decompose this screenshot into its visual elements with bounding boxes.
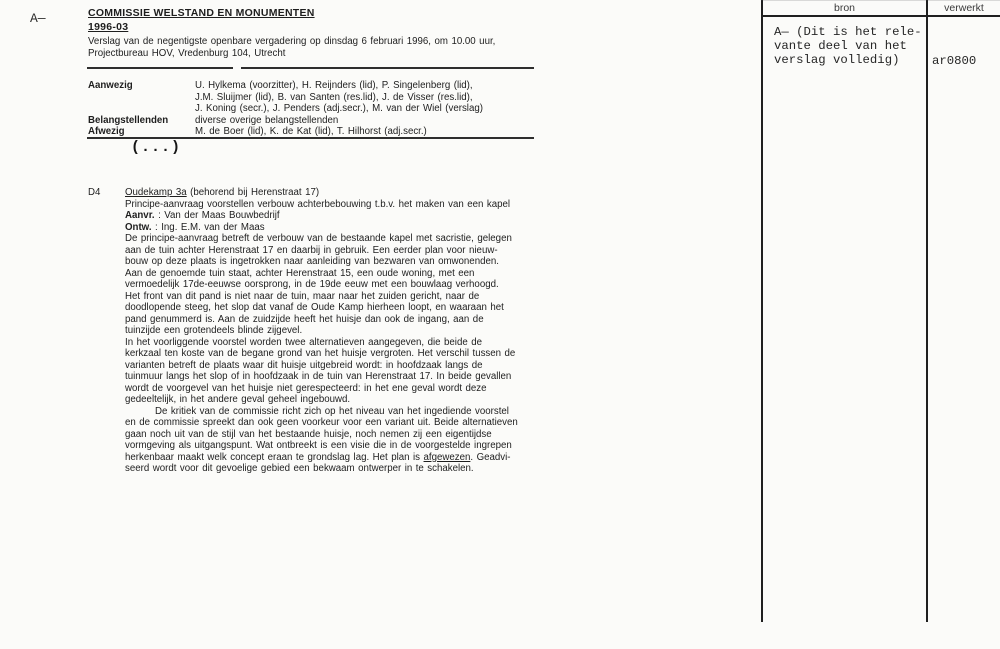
agenda-text-line: varianten betreft de plaats waar dit huisje uitgebreid wordt: in hoofdzaak langs de bbox=[125, 359, 483, 371]
agenda-item-text bbox=[125, 187, 518, 475]
agenda-item-number: D4 bbox=[88, 187, 101, 198]
attendance-row-label: Aanwezig bbox=[88, 80, 133, 91]
agenda-item-d4 bbox=[88, 187, 518, 475]
attendance-row-values bbox=[195, 115, 483, 127]
agenda-text-line: vermoedelijk 17de-eeuwse oorsprong, in de 19de eeuw met een bouwlaag verhoogd. bbox=[125, 279, 499, 290]
bron-note-line: verslag volledig) bbox=[774, 53, 900, 67]
agenda-text-line: Aan de genoemde tuin staat, achter Herenstraat 15, een oude woning, met een bbox=[125, 267, 475, 279]
sidebar-header-divider bbox=[761, 15, 1000, 17]
document-code: 1996-03 bbox=[88, 21, 129, 33]
column-header-bron: bron bbox=[833, 2, 855, 14]
attendance-value-line: diverse overige belangstellenden bbox=[195, 114, 339, 126]
attendance-row bbox=[88, 115, 483, 127]
bron-annotation-note bbox=[774, 25, 922, 67]
attendance-row bbox=[88, 126, 483, 138]
attendance-value-line: M. de Boer (lid), K. de Kat (lid), T. Hilhorst (adj.secr.) bbox=[195, 126, 427, 137]
agenda-text-line: Ontw. : Ing. E.M. van der Maas bbox=[125, 221, 265, 233]
agenda-text-line: De kritiek van de commissie richt zich op het niveau van het ingediende voorstel bbox=[155, 405, 509, 417]
bron-note-line: A— (Dit is het rele- bbox=[774, 25, 922, 39]
verwerkt-code: ar0800 bbox=[932, 54, 977, 68]
attendance-value-line: U. Hylkema (voorzitter), H. Reijnders (lid), P. Singelenberg (lid), bbox=[195, 80, 473, 91]
header-divider-right-segment bbox=[241, 67, 534, 69]
agenda-text-line: kerkzaal ten koste van de begane grond van het huisje vergroten. Het verschil tussen de bbox=[125, 348, 516, 359]
document-title: COMMISSIE WELSTAND EN MONUMENTEN bbox=[88, 7, 315, 19]
bron-note-line: vante deel van het bbox=[774, 39, 907, 53]
agenda-text-line: aan de tuin achter Herenstraat 17 en daarbij in gebruik. Een eerder plan voor nieuw- bbox=[125, 244, 498, 256]
attendance-row-values bbox=[195, 126, 483, 138]
agenda-text-line: Principe-aanvraag voorstellen verbouw achterbebouwing t.b.v. het maken van een kapel bbox=[125, 198, 511, 210]
document-subtitle-line-1: Verslag van de negentigste openbare vergadering op dinsdag 6 februari 1996, om 10.00 uur, bbox=[88, 36, 496, 47]
agenda-text-line: en de commissie spreekt dan ook geen voorkeur voor een variant uit. Beide alternatieven bbox=[125, 417, 518, 428]
attendance-row-values bbox=[195, 80, 483, 115]
column-header-verwerkt: verwerkt bbox=[944, 2, 984, 14]
omission-ellipsis-mark: (...) bbox=[131, 139, 182, 156]
document-header bbox=[88, 7, 495, 60]
agenda-text-line: seerd wordt voor dit gevoelige gebied een bekwaam ontwerper in te schakelen. bbox=[125, 463, 474, 474]
agenda-text-line: tuinmuur langs het slop of in hoofdzaak in de tuin van Herenstraat 17. In beide gevallen bbox=[125, 371, 512, 382]
attendance-row bbox=[88, 80, 483, 115]
agenda-text-line: tuinzijde een grotendeels blinde zijgevel. bbox=[125, 325, 303, 336]
agenda-text-line: herkenbaar maakt welk concept eraan te grondslag lag. Het plan is afgewezen. Geadvi- bbox=[125, 451, 511, 463]
margin-reference-mark: A— bbox=[30, 11, 46, 26]
agenda-text-line: Oudekamp 3a (behorend bij Herenstraat 17) bbox=[125, 187, 320, 198]
document-subtitle-line-2: Projectbureau HOV, Vredenburg 104, Utrecht bbox=[88, 47, 286, 59]
header-divider-left-segment bbox=[87, 67, 233, 69]
agenda-text-line: vormgeving als uitgangspunt. Wat ontbreekt is een visie die in de voorgestelde ingrepen bbox=[125, 440, 512, 451]
sidebar-column-divider bbox=[926, 0, 928, 622]
attendance-row-label: Belangstellenden bbox=[88, 114, 169, 126]
agenda-text-line: In het voorliggende voorstel worden twee alternatieven aangegeven, die beide de bbox=[125, 336, 482, 348]
agenda-text-line: Het front van dit pand is niet naar de tuin, maar naar het zuiden gericht, naar de bbox=[125, 290, 480, 302]
agenda-text-line: wordt de voorgevel van het huisje niet gerespecteerd: in het ene geval wordt deze bbox=[125, 382, 487, 394]
attendance-value-line: J. Koning (secr.), J. Penders (adj.secr.), M. van der Wiel (verslag) bbox=[195, 103, 483, 114]
attendance-value-line: J.M. Sluijmer (lid), B. van Santen (res.lid), J. de Visser (res.lid), bbox=[195, 91, 473, 103]
agenda-text-line: De principe-aanvraag betreft de verbouw van de bestaande kapel met sacristie, gelegen bbox=[125, 233, 512, 244]
sidebar-left-border bbox=[761, 0, 763, 622]
attendance-row-label: Afwezig bbox=[88, 126, 125, 137]
agenda-text-line: bouw op deze plaats is ingetrokken naar aanleiding van bezwaren van omwonenden. bbox=[125, 256, 499, 267]
agenda-text-line: gedeeltelijk, in het andere geval geheel ingebouwd. bbox=[125, 394, 351, 405]
sidebar-top-border bbox=[761, 0, 1000, 1]
agenda-text-line: pand genummerd is. Aan de zuidzijde heeft het huisje dan ook de ingang, aan de bbox=[125, 313, 484, 325]
agenda-text-line: doodlopende steeg, het slop dat vanaf de Oude Kamp hierheen loopt, en waaraan het bbox=[125, 302, 504, 313]
agenda-text-line: gaan noch uit van de stijl van het bestaande huisje, noch nemen zij een eigentijdse bbox=[125, 428, 492, 440]
agenda-text-line: Aanvr. : Van der Maas Bouwbedrijf bbox=[125, 210, 280, 221]
attendance-block bbox=[88, 80, 483, 138]
